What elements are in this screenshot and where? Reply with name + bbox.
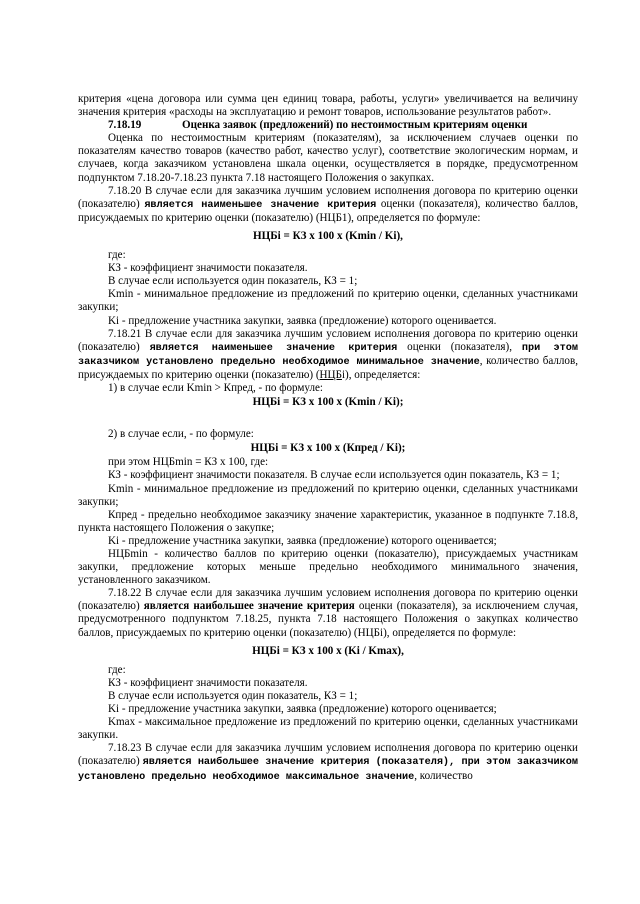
definition-line: Ki - предложение участника закупки, заявка (предложение) которого оценивается. xyxy=(108,314,497,327)
text-run: оценки (показателя), количество баллов, присуждаемых по критерию оценки (показателю) (НЦБ1), определяется по формуле: xyxy=(78,197,578,224)
paragraph-7-18-20 xyxy=(78,185,578,225)
definition-line: КЗ - коэффициент значимости показателя. В случае если используется один показатель, КЗ = 1; xyxy=(108,469,560,482)
formula-7-18-21-case-1: НЦБi = КЗ x 100 x (Kmin / Ki); xyxy=(252,396,404,409)
emphasis-text: является наибольшее значение критерия (показателя), при этом заказчиком установлено предельно необходимое максимальное значение xyxy=(78,757,578,783)
paragraph-7-18-23 xyxy=(78,742,578,783)
definition-line: КЗ - коэффициент значимости показателя. xyxy=(108,676,308,689)
definition-line: где: xyxy=(108,663,126,676)
definition-line: В случае если используется один показатель, КЗ = 1; xyxy=(108,275,358,288)
definition-line: Kmin - минимальное предложение из предложений по критерию оценки, сделанных участниками закупки; xyxy=(78,482,578,508)
emphasis-text: является наименьшее значение критерия xyxy=(144,199,377,211)
case-1-line: 1) в случае если Kmin > Кпред, - по формуле: xyxy=(108,381,323,394)
formula-7-18-20: НЦБi = КЗ x 100 x (Kmin / Ki), xyxy=(253,229,403,242)
definition-line: Кпред - предельно необходимое заказчику значение характеристик, указанное в подпункте 7.18.8, пункта настоящего Положения о закупке; xyxy=(78,508,578,534)
definition-line: В случае если используется один показатель, КЗ = 1; xyxy=(108,689,358,702)
definition-line: КЗ - коэффициент значимости показателя. xyxy=(108,262,308,275)
emphasis-text: при этом заказчиком установлено предельно необходимое минимальное значение xyxy=(78,342,578,368)
paragraph-continuation: критерия «цена договора или сумма цен единиц товара, работы, услуги» увеличивается на величину значения критерия «расходы на эксплуатацию и ремонт товаров, использование результатов работ». xyxy=(78,93,578,119)
section-heading-7-18-19 xyxy=(78,119,578,132)
blank-space xyxy=(78,415,578,428)
paragraph-7-18-21 xyxy=(78,328,578,382)
text-run: оценки (показателя), xyxy=(397,340,522,353)
definition-line: где: xyxy=(108,249,126,262)
paragraph-7-18-19: Оценка по нестоимостным критериям (показателям), за исключением случаев оценки по показателям качество товаров (качество работ, качество услуг), соответствие экологическим нормам, и случаев, когда заказчиком установлена шкала оценки, осуществляется в порядке, предусмотренном подпунктом 7.18.20-7.18.23 пункта 7.18 настоящего Положения о закупках. xyxy=(78,132,578,184)
text-run: оценки (показателя), за исключением случая, предусмотренного подпунктом 7.18.25, пункта 7.18 настоящего Положения о закупках количество баллов, присуждаемых по критерию оценки (показателю) (НЦБi), определяется по формуле: xyxy=(78,600,578,639)
underlined-text: НЦБ xyxy=(319,368,342,381)
document-page xyxy=(78,93,578,784)
case-2-line: 2) в случае если, - по формуле: xyxy=(108,428,254,441)
section-title: Оценка заявок (предложений) по нестоимостным критериям оценки xyxy=(182,119,528,132)
text-run: , количество баллов, присуждаемых по критерию оценки (показателю) ( xyxy=(78,354,578,381)
text-run: 7.18.23 В случае если для заказчика лучшим условием исполнения договора по критерию оценки (показателю) xyxy=(78,742,578,768)
formula-7-18-21-case-2: НЦБi = КЗ x 100 x (Кпред / Ki); xyxy=(250,442,406,455)
text-run: 7.18.21 В случае если для заказчика лучшим условием исполнения договора по критерию оценки (показателю) xyxy=(78,327,578,353)
text-run: , количество xyxy=(414,769,473,782)
text-run: 7.18.22 В случае если для заказчика лучшим условием исполнения договора по критерию оценки (показателю) xyxy=(78,587,578,613)
definition-line: Ki - предложение участника закупки, заявка (предложение) которого оценивается; xyxy=(108,534,497,547)
formula-7-18-22: НЦБi = КЗ x 100 x (Ki / Kmax), xyxy=(252,644,404,657)
text-run: 7.18.20 В случае если для заказчика лучшим условием исполнения договора по критерию оценки (показателю) xyxy=(78,184,578,210)
definition-line: НЦБmin - количество баллов по критерию оценки (показателю), присуждаемых участникам закупки, предложение которых меньше предельно необходимого минимального значения, установленного заказчиком. xyxy=(78,548,578,587)
emphasis-text: является наименьшее значение критерия xyxy=(149,342,398,354)
definition-line: при этом НЦБmin = КЗ x 100, где: xyxy=(108,456,269,469)
definition-line: Kmin - минимальное предложение из предложений по критерию оценки, сделанных участниками закупки; xyxy=(78,288,578,314)
emphasis-text: является наибольшее значение критерия xyxy=(143,600,355,613)
definition-line: Ki - предложение участника закупки, заявка (предложение) которого оценивается; xyxy=(108,703,497,716)
definition-line: Kmax - максимальное предложение из предложений по критерию оценки, сделанных участниками закупки. xyxy=(78,716,578,742)
paragraph-7-18-22 xyxy=(78,587,578,639)
section-number: 7.18.19 xyxy=(108,119,142,132)
text-run: i), определяется: xyxy=(341,368,421,381)
